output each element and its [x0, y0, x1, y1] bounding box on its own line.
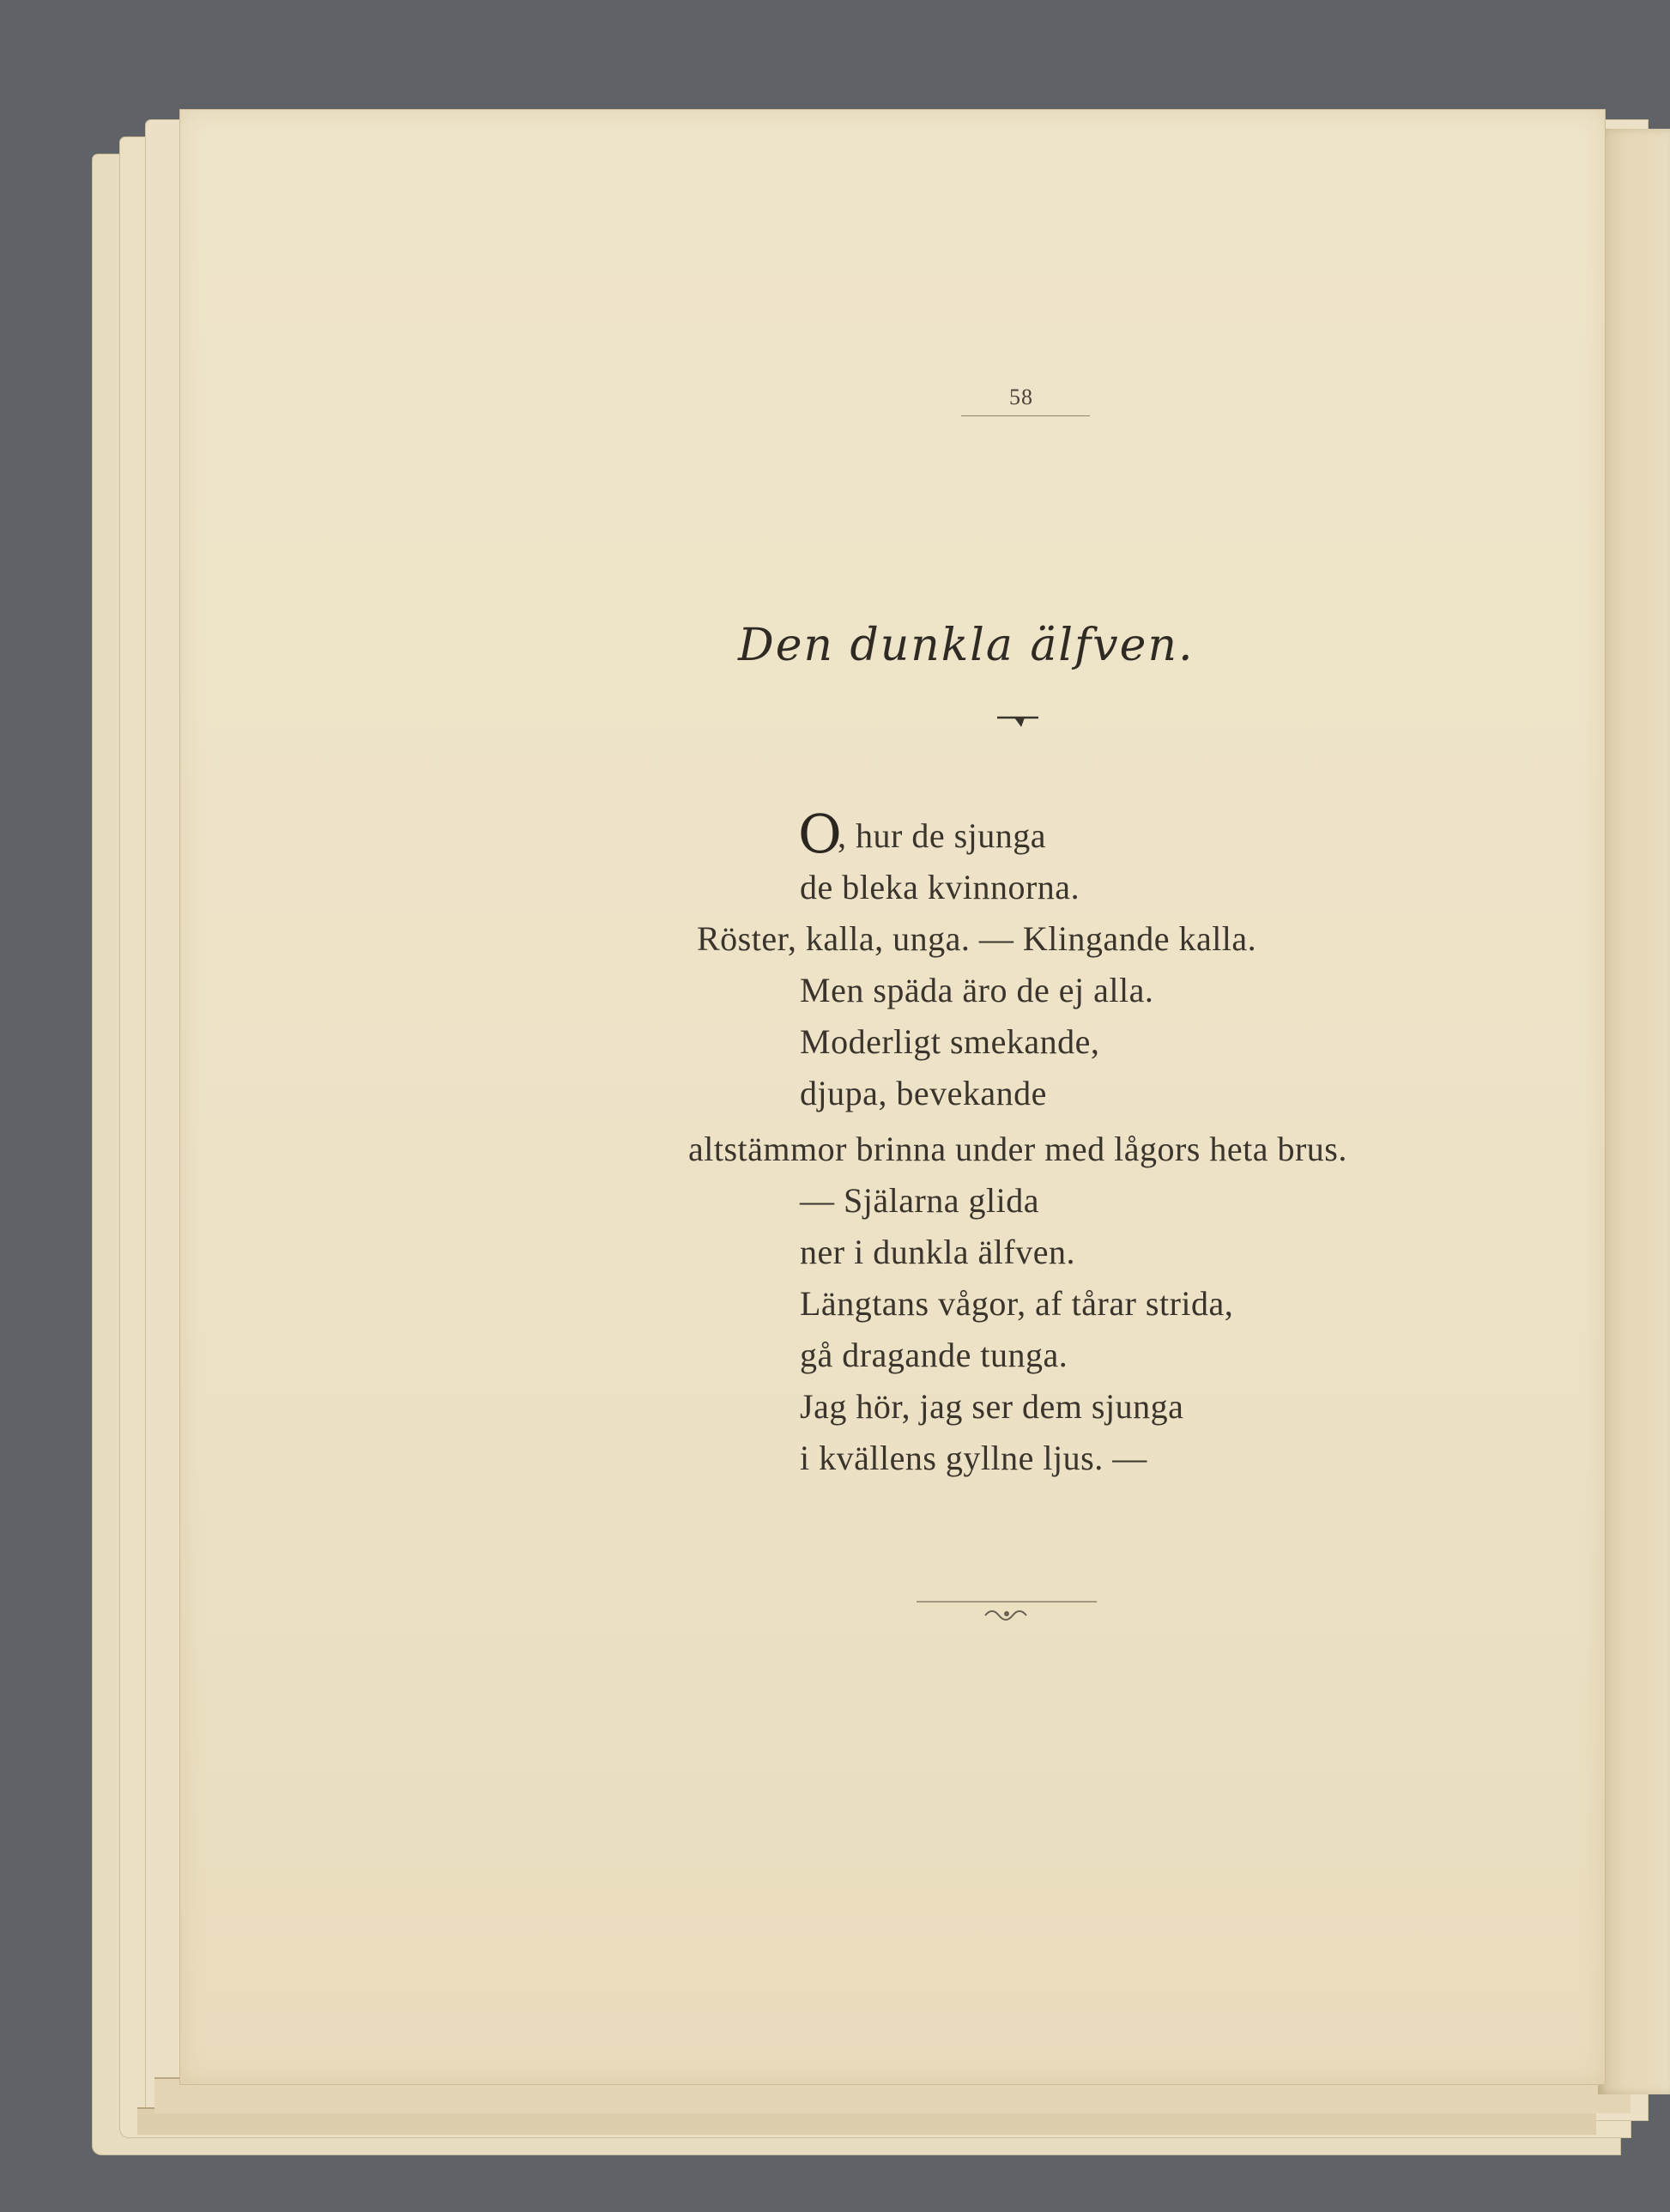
- poem-line: Moderligt smekande,: [800, 1022, 1100, 1061]
- poem-line: Längtans vågor, af tårar strida,: [800, 1284, 1234, 1323]
- poem-line: altstämmor brinna under med lågors heta brus.: [688, 1130, 1347, 1168]
- poem-line: Men späda äro de ej alla.: [800, 971, 1154, 1009]
- poem-line: ner i dunkla älfven.: [800, 1233, 1075, 1271]
- end-ornament-icon: [917, 1595, 1097, 1629]
- facing-page-edge: [1598, 129, 1670, 2094]
- page-number: 58: [1009, 385, 1033, 409]
- poem-line: de bleka kvinnorna.: [800, 868, 1080, 906]
- poem-line: djupa, bevekande: [800, 1074, 1047, 1112]
- poem-title: Den dunkla älfven.: [738, 620, 1195, 671]
- poem-line: gå dragande tunga.: [800, 1336, 1068, 1374]
- poem-line: — Själarna glida: [800, 1181, 1040, 1220]
- title-ornament-icon: [995, 714, 1040, 730]
- poem-line: Röster, kalla, unga. — Klingande kalla.: [697, 919, 1257, 958]
- poem-line: , hur de sjunga: [838, 816, 1047, 855]
- drop-cap: O: [798, 803, 842, 865]
- poem-line: Jag hör, jag ser dem sjunga: [800, 1387, 1184, 1426]
- page-number-rule: [961, 415, 1090, 416]
- poem-line: i kvällens gyllne ljus. —: [800, 1439, 1147, 1477]
